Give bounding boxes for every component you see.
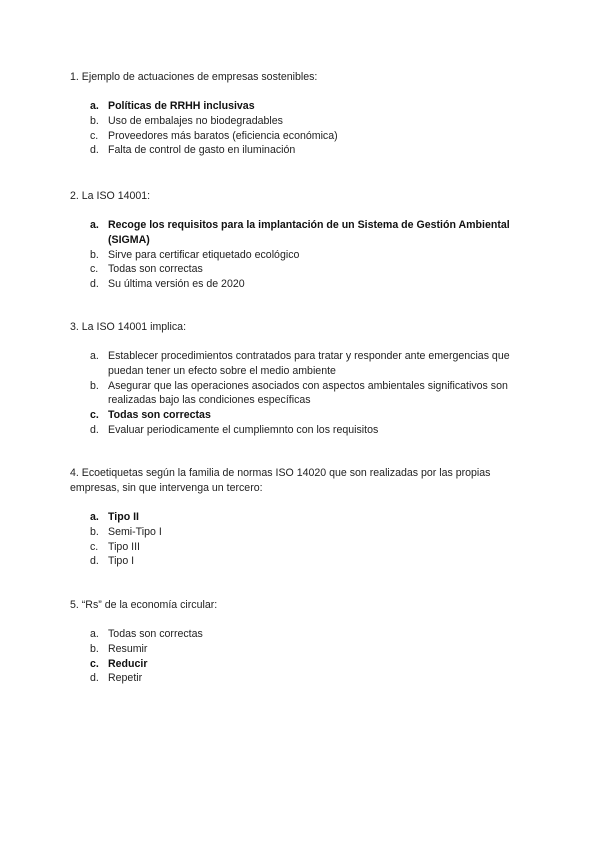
option-letter: a. xyxy=(90,350,99,362)
question-3 xyxy=(70,320,540,438)
option-letter: a. xyxy=(90,219,99,231)
option-a xyxy=(70,99,540,114)
question-title: 3. La ISO 14001 implica: xyxy=(70,321,187,333)
option-letter: d. xyxy=(90,555,99,568)
question-title: 2. La ISO 14001: xyxy=(70,190,151,202)
option-letter: a. xyxy=(90,511,99,523)
option-c xyxy=(70,657,540,672)
option-text: Tipo III xyxy=(108,540,140,553)
question-1 xyxy=(70,70,540,158)
option-a xyxy=(70,349,540,379)
option-d xyxy=(70,554,540,569)
option-b xyxy=(70,642,540,657)
option-text: Políticas de RRHH inclusivas xyxy=(108,100,255,112)
option-c xyxy=(70,129,540,144)
option-text: Tipo II xyxy=(108,511,139,523)
option-letter: b. xyxy=(90,248,99,261)
option-letter: a. xyxy=(90,100,99,112)
option-letter: c. xyxy=(90,409,99,422)
option-a xyxy=(70,627,540,642)
question-title: 1. Ejemplo de actuaciones de empresas sostenibles: xyxy=(70,71,318,83)
option-text: Tipo I xyxy=(108,555,135,568)
option-text: Recoge los requisitos para la implantación de un Sistema de Gestión Ambiental (SIGMA) xyxy=(108,219,510,246)
option-text: Reducir xyxy=(108,657,148,670)
option-letter: a. xyxy=(90,628,99,640)
option-letter: b. xyxy=(90,114,99,127)
option-letter: d. xyxy=(90,423,99,436)
question-title: 4. Ecoetiquetas según la familia de normas ISO 14020 que son realizadas por las propias empresas, sin que intervenga un tercero: xyxy=(70,467,491,494)
option-text: Semi-Tipo I xyxy=(108,525,162,538)
option-d xyxy=(70,671,540,686)
option-b xyxy=(70,379,540,409)
option-letter: d. xyxy=(90,144,99,157)
option-text: Evaluar periodicamente el cumpliemnto con los requisitos xyxy=(108,423,379,436)
question-4 xyxy=(70,466,540,569)
option-a xyxy=(70,510,540,525)
option-b xyxy=(70,525,540,540)
option-c xyxy=(70,540,540,555)
option-text: Su última versión es de 2020 xyxy=(108,278,245,291)
option-letter: b. xyxy=(90,379,99,392)
option-b xyxy=(70,248,540,263)
option-list xyxy=(70,218,540,292)
question-2 xyxy=(70,189,540,292)
option-d xyxy=(70,423,540,438)
option-letter: c. xyxy=(90,263,99,276)
option-text: Proveedores más baratos (eficiencia económica) xyxy=(108,129,338,142)
option-text: Sirve para certificar etiquetado ecológico xyxy=(108,248,300,261)
option-letter: b. xyxy=(90,525,99,538)
option-letter: d. xyxy=(90,278,99,291)
option-list xyxy=(70,99,540,158)
option-d xyxy=(70,143,540,158)
option-text: Todas son correctas xyxy=(108,263,203,276)
option-text: Uso de embalajes no biodegradables xyxy=(108,114,283,127)
option-text: Resumir xyxy=(108,642,148,655)
option-letter: b. xyxy=(90,642,99,655)
question-5 xyxy=(70,598,540,686)
option-d xyxy=(70,277,540,292)
option-c xyxy=(70,262,540,277)
option-list xyxy=(70,627,540,686)
option-text: Asegurar que las operaciones asociados con aspectos ambientales significativos son realizadas bajo las condiciones específicas xyxy=(108,379,508,407)
option-text: Todas son correctas xyxy=(108,409,211,422)
question-title: 5. “Rs” de la economía circular: xyxy=(70,599,218,611)
option-text: Falta de control de gasto en iluminación xyxy=(108,144,296,157)
option-list xyxy=(70,510,540,569)
option-list xyxy=(70,349,540,438)
option-text: Repetir xyxy=(108,672,143,685)
option-letter: d. xyxy=(90,672,99,685)
option-a xyxy=(70,218,540,248)
option-b xyxy=(70,114,540,129)
option-letter: c. xyxy=(90,540,99,553)
option-c xyxy=(70,408,540,423)
option-letter: c. xyxy=(90,129,99,142)
option-text: Establecer procedimientos contratados para tratar y responder ante emergencias que puedan tener un efecto sobre el medio ambiente xyxy=(108,350,510,377)
option-text: Todas son correctas xyxy=(108,628,203,640)
option-letter: c. xyxy=(90,657,99,670)
